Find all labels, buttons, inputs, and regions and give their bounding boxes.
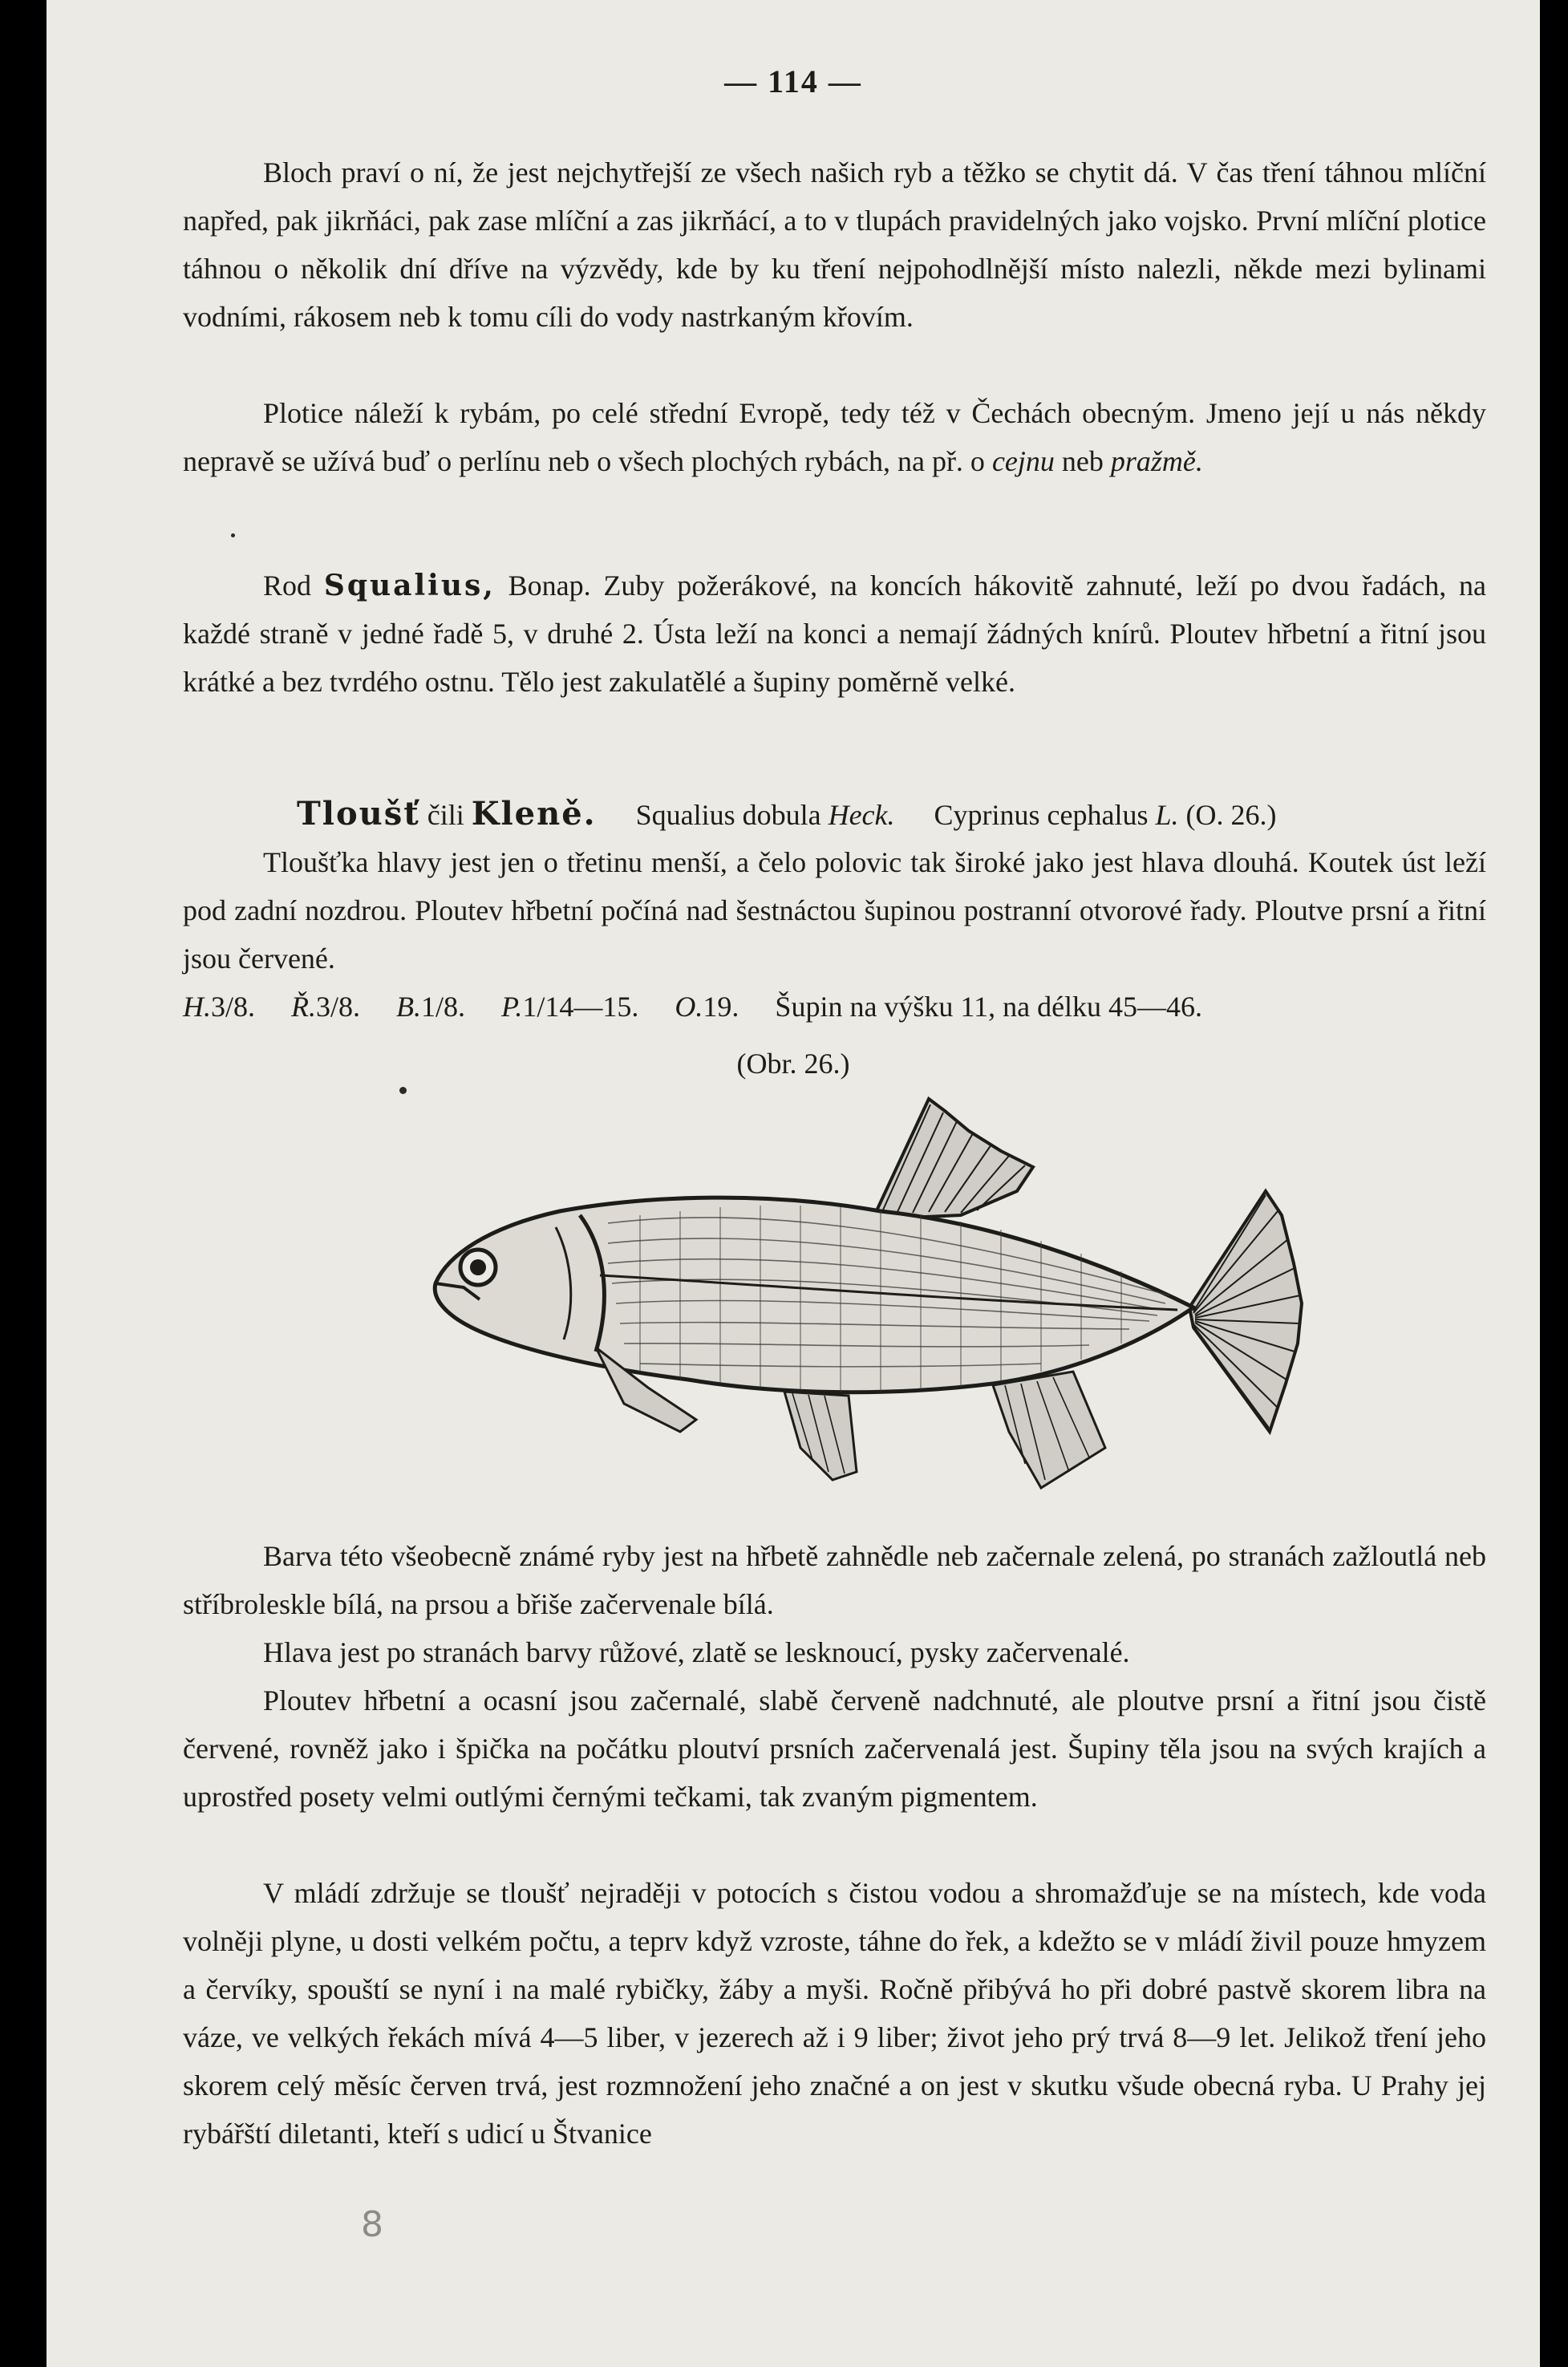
fish-body: [435, 1198, 1193, 1392]
latin-author-2: L.: [1155, 799, 1179, 831]
book-page: [47, 0, 1540, 2367]
figure-caption: (Obr. 26.): [736, 1048, 850, 1080]
species-name-tloust: Tloušť: [297, 795, 420, 833]
term-connector: neb: [1061, 445, 1104, 477]
colour-text: Barva této všeobecně známé ryby jest na hřbetě zahnědle neb začernale zelená, po stranách zažloutlá neb stříbroleskle bílá, na prsou a břiše začervenale bílá.: [183, 1540, 1486, 1620]
meristic-r-value: 3/8.: [316, 991, 361, 1023]
meristic-o-value: 19.: [703, 991, 739, 1023]
paragraph-plotice: [183, 389, 1486, 485]
meristic-p-value: 1/14—15.: [522, 991, 639, 1023]
ink-speck: [231, 533, 235, 537]
meristic-scales: Šupin na výšku 11, na délku 45—46.: [775, 991, 1203, 1023]
anal-fin: [993, 1372, 1105, 1488]
paragraph-habitat: [183, 1869, 1486, 2158]
scan-border-right: [1540, 0, 1568, 2367]
meristic-formula: [183, 983, 1486, 1031]
genus-prefix: Rod: [263, 569, 312, 602]
meristic-o-label: O.: [675, 991, 703, 1023]
meristic-h-value: 3/8.: [211, 991, 256, 1023]
latin-name-2: Cyprinus cephalus: [934, 799, 1149, 831]
meristic-b-label: B.: [396, 991, 422, 1023]
paragraph-bloch-text: Bloch praví o ní, že jest nejchytřejší ze všech našich ryb a těžko se chytit dá. V čas tření táhnou mlíční napřed, pak jikrňáci, pak zase mlíční a zas jikrňácí, a to v tlupách pravidelných jako vojsko. První mlíční plotice táhnou o několik dní dříve na výzvědy, kde by ku tření nejpohodlnější místo nalezli, někde mezi bylinami vodními, rákosem neb k tomu cíli do vody nastrkaným křovím.: [183, 156, 1486, 333]
paragraph-head: [183, 1628, 1486, 1676]
latin-name-1: Squalius dobula: [635, 799, 821, 831]
figure-reference: (O. 26.): [1185, 799, 1277, 831]
term-cejnu: cejnu: [991, 445, 1055, 477]
species-description-text: Tloušťka hlavy jest jen o třetinu menší, a čelo polovic tak široké jako jest hlava dlouhá. Koutek úst leží pod zadní nozdrou. Ploutev hřbetní počíná nad šestnáctou šupinou postranní otvorové řady. Ploutve prsní a řitní jsou červené.: [183, 846, 1486, 975]
habitat-text: V mládí zdržuje se tloušť nejraději v potocích s čistou vodou a shromažďuje se na místech, kde voda volněji plyne, u dosti velkém počtu, a teprv když vzroste, táhne do řek, a kdežto se v mládí živil pouze hmyzem a červíky, spouští se nyní i na malé rybičky, žáby a myši. Ročně přibývá ho při dobré pastvě skorem libra na váze, ve velkých řekách mívá 4—5 liber, v jezerech až i 9 liber; život jeho prý trvá 8—9 let. Jelikož tření jeho skorem celý měsíc červen trvá, jest rozmnožení jeho značné a on jest v skutku všude obecná ryba. U Prahy jej rybářští diletanti, kteří s udicí u Štvanice: [183, 1877, 1486, 2150]
genus-name: Squalius,: [323, 569, 496, 602]
paragraph-fins: [183, 1676, 1486, 1821]
footer-mark: 8: [361, 2204, 383, 2245]
species-joiner: čili: [427, 799, 464, 831]
meristic-r-label: Ř.: [291, 991, 317, 1023]
species-name-klene: Kleně.: [471, 795, 597, 833]
fins-text: Ploutev hřbetní a ocasní jsou začernalé, slabě červeně nadchnuté, ale ploutve prsní a řitní jsou čistě červené, rovněž jako i špička na počátku ploutví prsních začervenalá jest. Šupiny těla jsou na svých krajích a uprostřed posety velmi outlými černými tečkami, tak zvaným pigmentem.: [183, 1684, 1486, 1813]
paragraph-species-description: [183, 838, 1486, 983]
page-number: — 114 —: [724, 63, 862, 99]
head-text: Hlava jest po stranách barvy růžové, zlatě se lesknoucí, pysky začervenalé.: [263, 1636, 1130, 1668]
paragraph-colour: [183, 1532, 1486, 1628]
scan-border-left: [0, 0, 47, 2367]
meristic-h-label: H.: [183, 991, 211, 1023]
meristic-p-label: P.: [501, 991, 523, 1023]
meristic-b-value: 1/8.: [421, 991, 466, 1023]
chub-fish-illustration: [383, 1095, 1346, 1520]
latin-author-1: Heck.: [828, 799, 895, 831]
paragraph-bloch: [183, 148, 1486, 341]
species-heading: [297, 790, 1486, 839]
genus-description: Bonap. Zuby požerákové, na koncích hákovitě zahnuté, leží po dvou řadách, na každé straně v jedné řadě 5, v druhé 2. Ústa leží na konci a nemají žádných knírů. Ploutev hřbetní a řitní jsou krátké a bez tvrdého ostnu. Tělo jest zakulatělé a šupiny poměrně velké.: [183, 569, 1487, 698]
paragraph-genus: [183, 561, 1486, 706]
paragraph-plotice-text: Plotice náleží k rybám, po celé střední Evropě, tedy též v Čechách obecným. Jmeno její u nás někdy nepravě se užívá buď o perlínu neb o všech plochých rybách, na př. o: [183, 397, 1486, 477]
pelvic-fin: [784, 1392, 857, 1480]
ink-speck: [399, 1087, 407, 1094]
term-prazme: pražmě.: [1110, 445, 1203, 477]
